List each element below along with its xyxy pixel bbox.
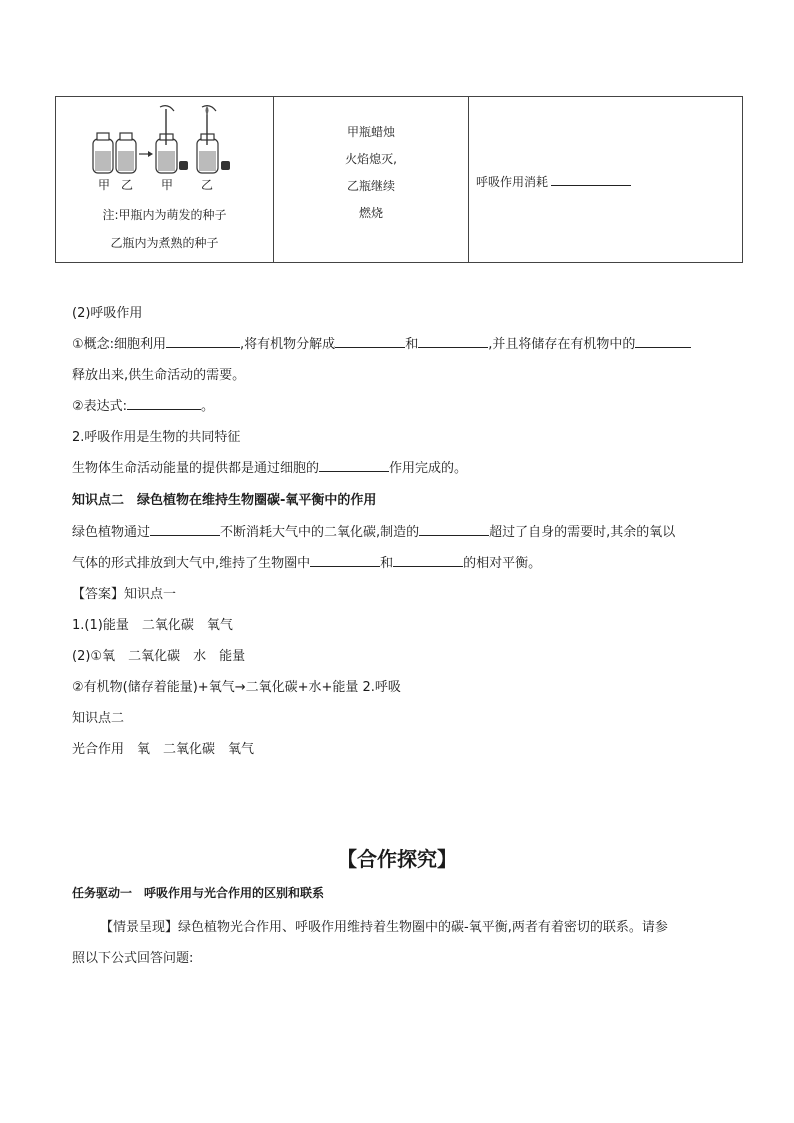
arrow-icon bbox=[139, 151, 153, 157]
answer-line-1: 1.(1)能量 二氧化碳 氧气 bbox=[72, 618, 233, 633]
label-jia-1: 甲 bbox=[98, 178, 111, 192]
figure-cell bbox=[56, 97, 274, 263]
answer-heading: 【答案】知识点一 bbox=[72, 587, 177, 602]
text-segment: 绿色植物通过 bbox=[72, 525, 151, 540]
jar-jia-open-candle bbox=[156, 106, 177, 173]
text-energy-line bbox=[72, 457, 467, 476]
blank[interactable] bbox=[551, 172, 631, 186]
blank[interactable] bbox=[393, 553, 463, 567]
text-segment: 作用完成的。 bbox=[389, 461, 468, 476]
scenario-line-1: 【情景呈现】绿色植物光合作用、呼吸作用维持着生物圈中的碳-氧平衡,两者有着密切的联系。请参 bbox=[100, 920, 668, 935]
blank[interactable] bbox=[335, 334, 405, 348]
blank[interactable] bbox=[127, 396, 201, 410]
note-jia: 注:甲瓶内为萌发的种子 bbox=[102, 208, 227, 222]
text-photosynthesis-line bbox=[72, 521, 675, 540]
text-segment: ②表达式: bbox=[72, 399, 128, 414]
answer-line-5: 光合作用 氧 二氧化碳 氧气 bbox=[72, 742, 255, 757]
blank[interactable] bbox=[166, 334, 240, 348]
phenomenon-cell bbox=[274, 97, 469, 263]
text-respiration-heading: (2)呼吸作用 bbox=[72, 306, 143, 321]
note-yi: 乙瓶内为煮熟的种子 bbox=[110, 236, 219, 250]
blank[interactable] bbox=[319, 458, 389, 472]
section-title: 【合作探究】 bbox=[337, 847, 457, 871]
text-segment: ①概念:细胞利用 bbox=[72, 337, 167, 352]
conclusion-line bbox=[476, 172, 631, 190]
jar-jia-closed bbox=[93, 133, 113, 173]
blank[interactable] bbox=[150, 522, 220, 536]
blank[interactable] bbox=[418, 334, 488, 348]
text-expression-line bbox=[72, 395, 214, 414]
text-segment: 的相对平衡。 bbox=[463, 556, 542, 571]
figure-notes bbox=[56, 201, 273, 257]
phenomenon-line-3: 乙瓶继续 bbox=[346, 179, 395, 193]
answer-line-4: 知识点二 bbox=[72, 711, 125, 726]
label-yi-1: 乙 bbox=[121, 178, 134, 192]
lid-icon bbox=[179, 161, 188, 170]
conclusion-cell bbox=[469, 97, 743, 263]
task-heading: 任务驱动一 呼吸作用与光合作用的区别和联系 bbox=[72, 886, 325, 900]
text-segment: 和 bbox=[405, 337, 419, 352]
lid-icon bbox=[221, 161, 230, 170]
text-segment: ,并且将储存在有机物中的 bbox=[488, 337, 636, 352]
text-segment: 超过了自身的需要时,其余的氧以 bbox=[489, 525, 676, 540]
blank[interactable] bbox=[419, 522, 489, 536]
blank[interactable] bbox=[635, 334, 691, 348]
knowledge-point-two-heading: 知识点二 绿色植物在维持生物圈碳-氧平衡中的作用 bbox=[72, 493, 377, 508]
jar-yi-open-candle bbox=[197, 106, 218, 173]
jar-experiment-illustration bbox=[56, 97, 273, 187]
text-segment: 不断消耗大气中的二氧化碳,制造的 bbox=[220, 525, 420, 540]
answer-line-3: ②有机物(储存着能量)+氧气→二氧化碳+水+能量 2.呼吸 bbox=[72, 680, 401, 695]
conclusion-text: 呼吸作用消耗 bbox=[476, 175, 549, 189]
text-segment: 生物体生命活动能量的提供都是通过细胞的 bbox=[72, 461, 320, 476]
text-segment: 和 bbox=[380, 556, 394, 571]
text-balance-line bbox=[72, 552, 541, 571]
text-concept-continued: 释放出来,供生命活动的需要。 bbox=[72, 368, 246, 383]
text-segment: ,将有机物分解成 bbox=[240, 337, 336, 352]
text-concept-line bbox=[72, 333, 691, 352]
answer-line-2: (2)①氧 二氧化碳 水 能量 bbox=[72, 649, 246, 664]
phenomenon-line-2: 火焰熄灭, bbox=[345, 152, 397, 166]
phenomenon-line-4: 燃烧 bbox=[358, 206, 383, 220]
blank[interactable] bbox=[310, 553, 380, 567]
experiment-table bbox=[55, 96, 743, 263]
label-jia-2: 甲 bbox=[161, 178, 174, 192]
label-yi-2: 乙 bbox=[201, 178, 214, 192]
phenomenon-line-1: 甲瓶蜡烛 bbox=[346, 125, 395, 139]
text-segment: 气体的形式排放到大气中,维持了生物圈中 bbox=[72, 556, 311, 571]
jar-yi-closed bbox=[116, 133, 136, 173]
scenario-line-2: 照以下公式回答问题: bbox=[72, 951, 194, 966]
text-common-feature: 2.呼吸作用是生物的共同特征 bbox=[72, 430, 241, 445]
text-segment: 。 bbox=[201, 399, 215, 414]
